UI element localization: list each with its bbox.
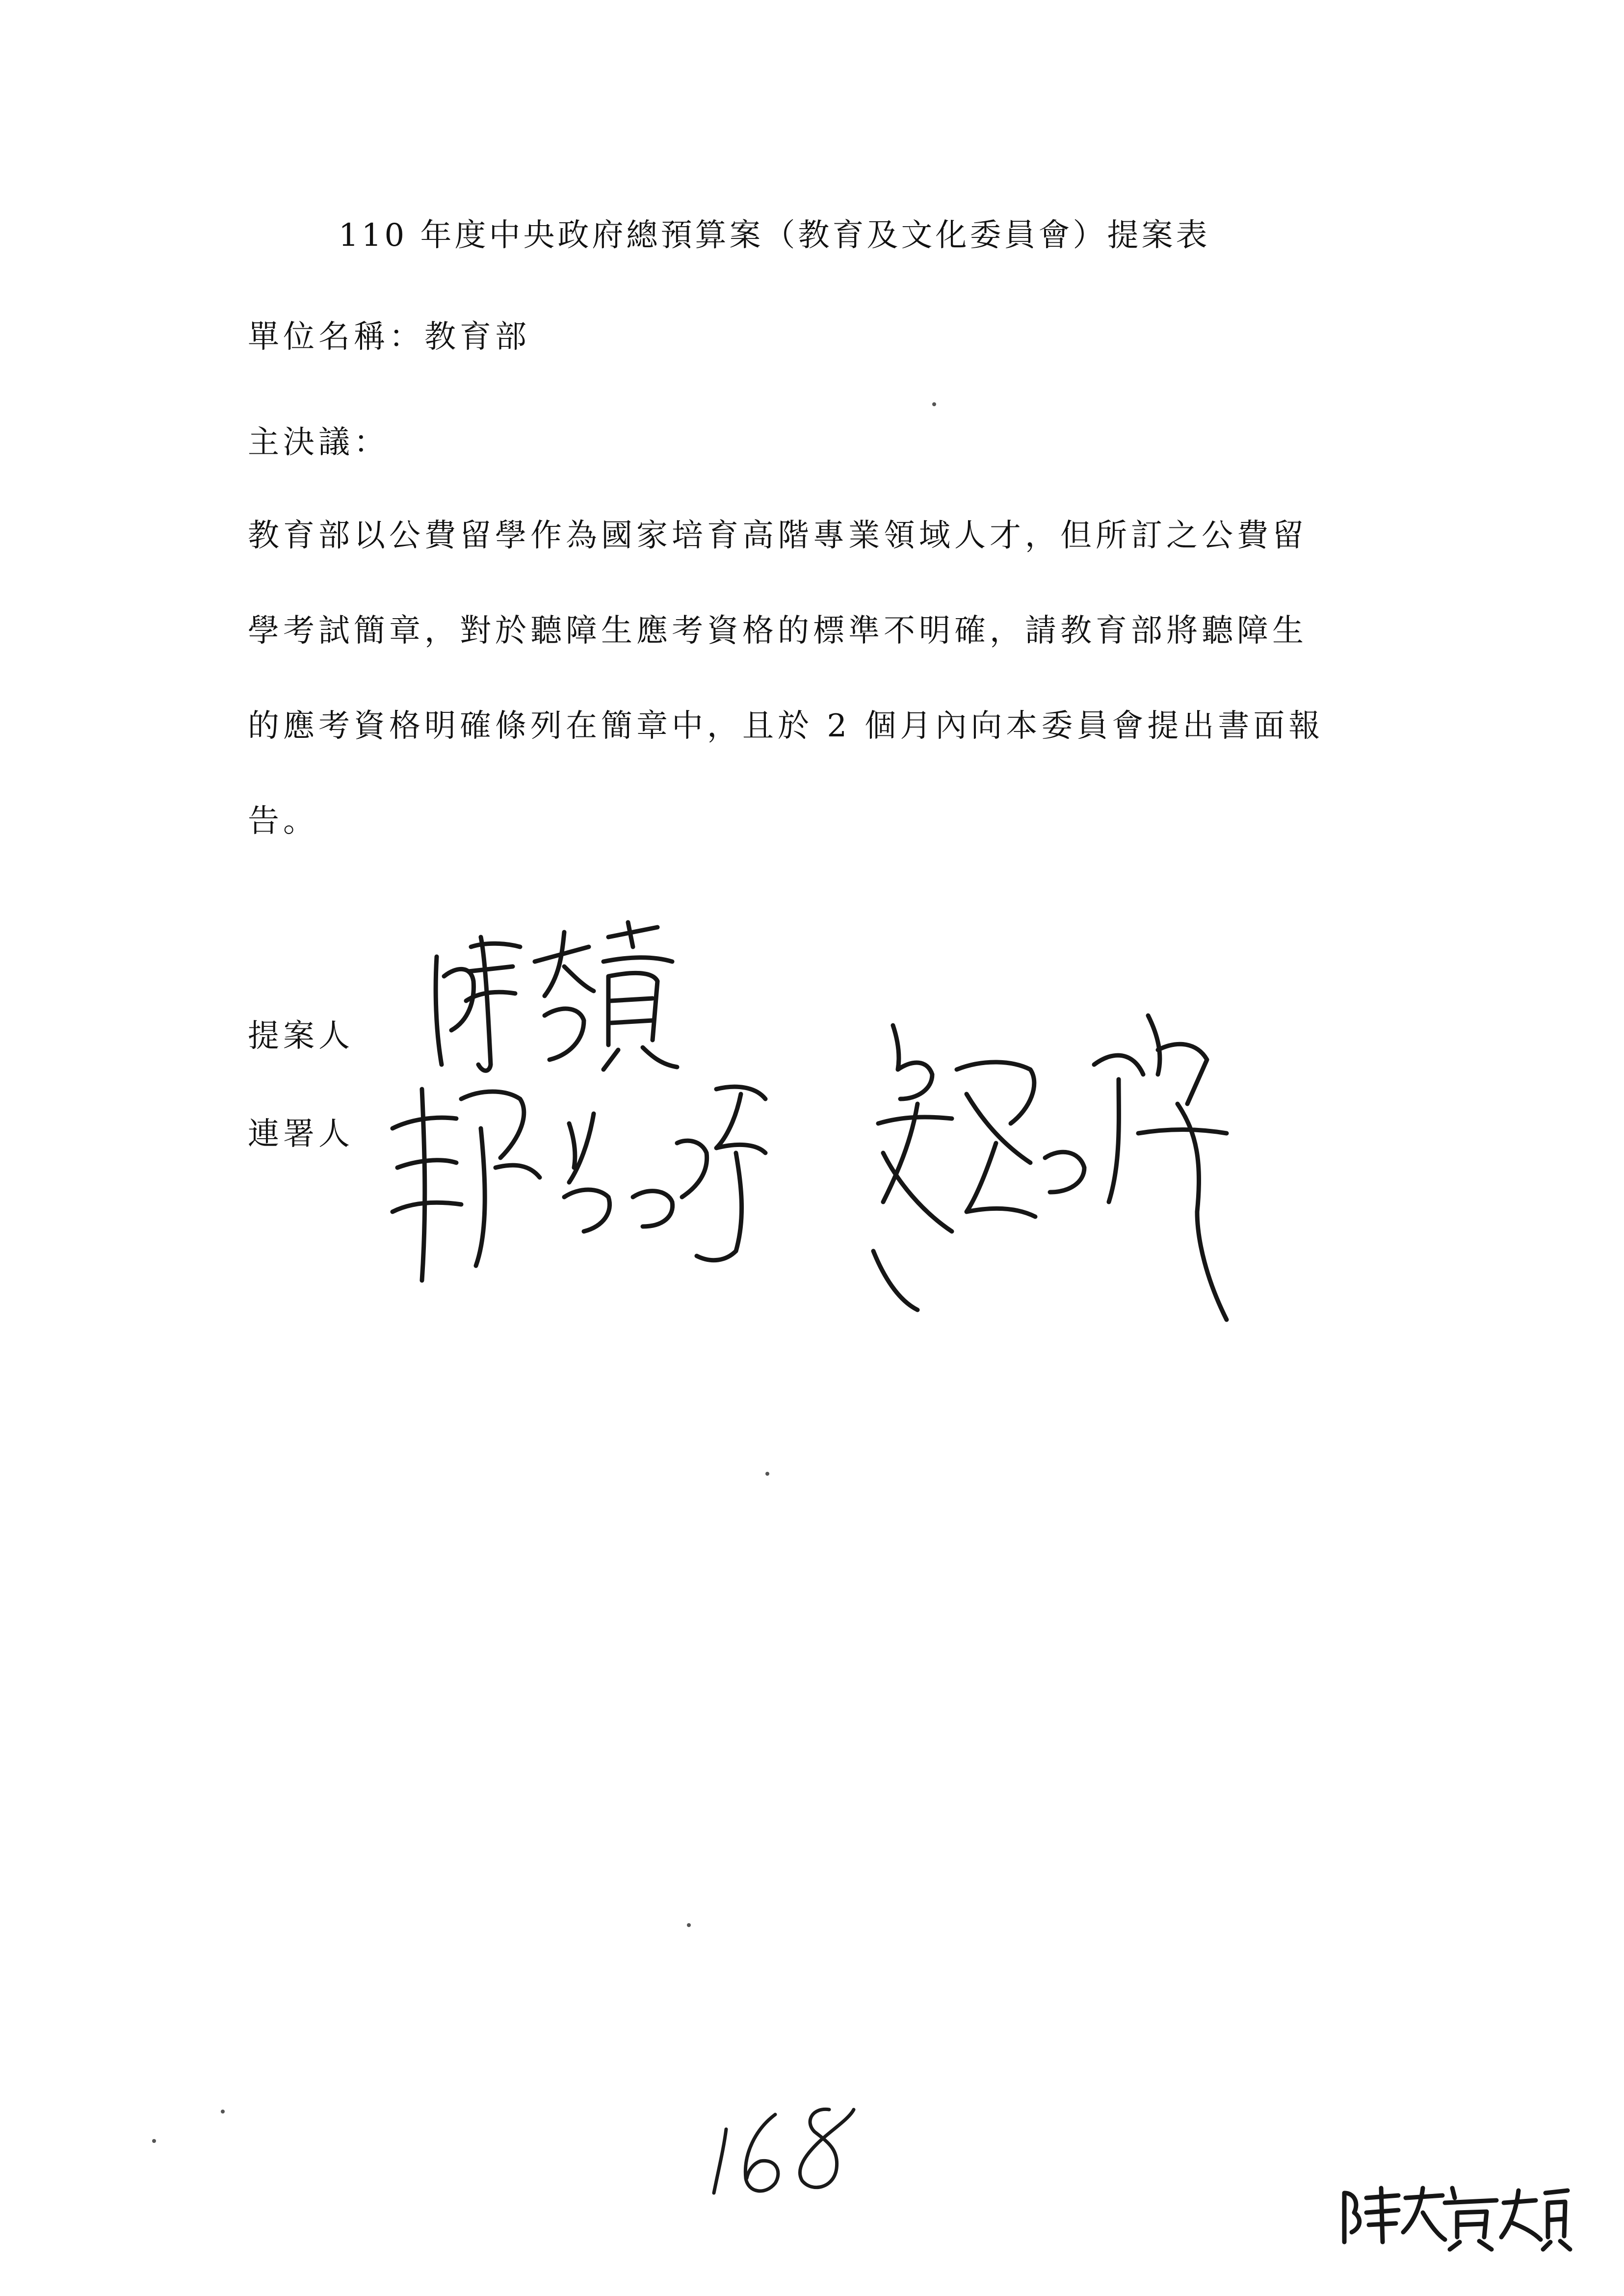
cosigner-signature-2 xyxy=(854,1006,1246,1349)
resolution-heading: 主決議： xyxy=(248,424,389,461)
document-title: 110 年度中央政府總預算案（教育及文化委員會）提案表 xyxy=(339,217,1210,254)
scan-speck xyxy=(765,1472,769,1476)
scan-speck xyxy=(152,2139,156,2143)
body-line: 教育部以公費留學作為國家培育高階專業領域人才，但所訂之公費留 xyxy=(248,518,1308,554)
proposer-label: 提案人 xyxy=(248,1018,354,1054)
unit-name-line: 單位名稱：教育部 xyxy=(248,319,530,355)
proposer-signature xyxy=(422,917,716,1079)
page-number-handwritten xyxy=(707,2100,864,2198)
scan-speck xyxy=(221,2110,225,2113)
body-line: 學考試簡章，對於聽障生應考資格的標準不明確，請教育部將聽障生 xyxy=(248,613,1308,649)
cosigner-label: 連署人 xyxy=(248,1116,354,1152)
scan-speck xyxy=(932,402,936,406)
scan-speck xyxy=(687,1923,691,1927)
cosigner-signature-1 xyxy=(383,1070,824,1295)
footer-signature xyxy=(1339,2178,1575,2252)
body-line: 告。 xyxy=(248,803,318,839)
resolution-body xyxy=(248,520,1401,901)
body-line: 的應考資格明確條列在簡章中，且於 2 個月內向本委員會提出書面報 xyxy=(248,708,1324,744)
